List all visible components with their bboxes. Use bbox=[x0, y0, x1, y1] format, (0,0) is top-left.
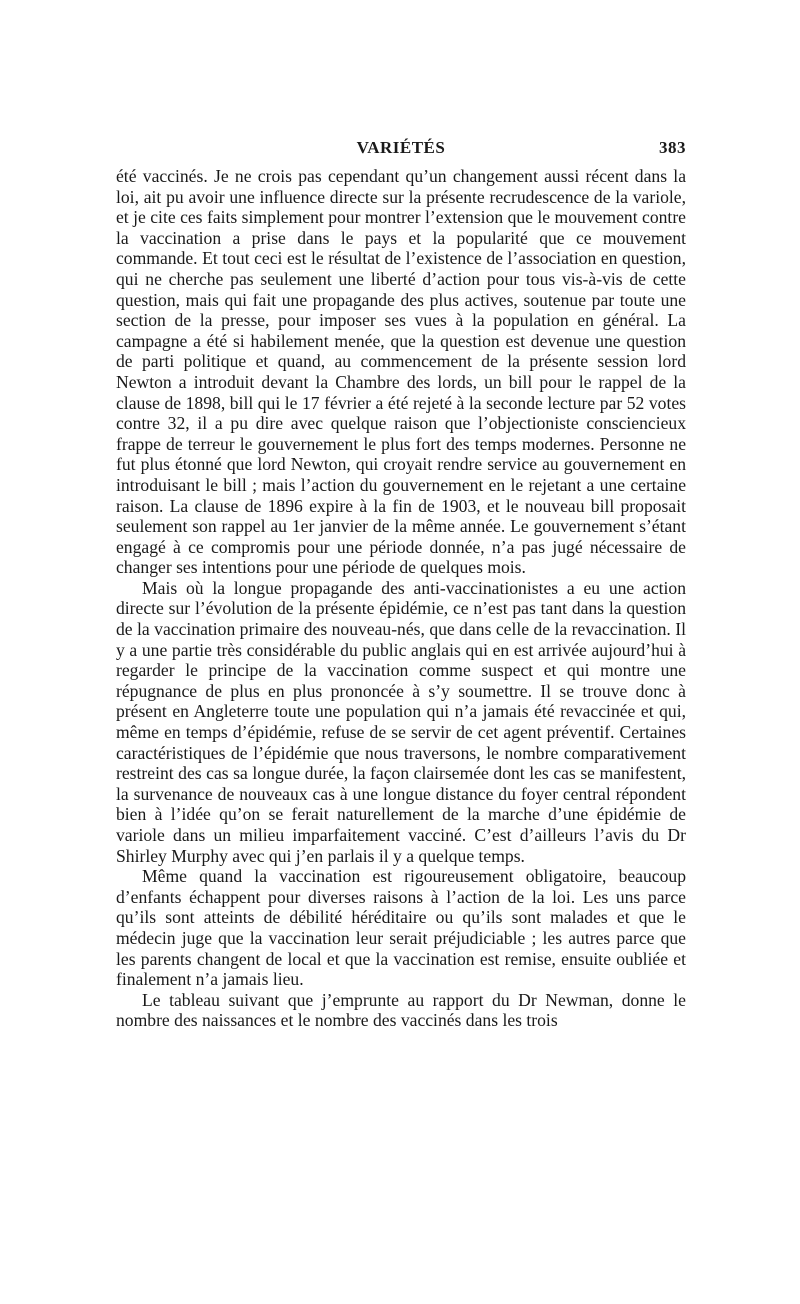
running-header bbox=[116, 138, 686, 166]
book-page bbox=[116, 138, 686, 1031]
page-number: 383 bbox=[659, 138, 686, 157]
paragraph: Le tableau suivant que j’emprunte au rapport du Dr Newman, donne le nombre des naissances et le nombre des vaccinés dans les trois bbox=[116, 989, 686, 1031]
paragraph: Mais où la longue propagande des anti-vaccinationistes a eu une action directe sur l’évolution de la présente épidémie, ce n’est pas tant dans la question de la vaccination primaire des nouveau-nés, que dans celle de la revaccination. Il y a une partie très considérable du public anglais qui en est arrivée aujourd’hui à regarder le principe de la vaccination comme suspect et qui montre une répugnance de plus en plus prononcée à s’y soumettre. Il se trouve donc à présent en Angleterre toute une population qui n’a jamais été revaccinée et qui, même en temps d’épidémie, refuse de se servir de cet agent préventif. Certaines caractéristiques de l’épidémie que nous traversons, le nombre comparativement restreint des cas sa longue durée, la façon clairsemée dont les cas se manifestent, la survenance de nouveaux cas à une longue distance du foyer central répondent bien à l’idée qu’on se ferait naturellement de la marche d’une épidémie de variole dans un milieu imparfaitement vacciné. C’est d’ailleurs l’avis du Dr Shirley Murphy avec qui j’en parlais il y a quelque temps. bbox=[116, 577, 686, 866]
running-title: VARIÉTÉS bbox=[356, 138, 446, 157]
paragraph: Même quand la vaccination est rigoureusement obligatoire, beaucoup d’enfants échappent pour diverses raisons à l’action de la loi. Les uns parce qu’ils sont atteints de débilité héréditaire ou qu’ils sont malades et que le médecin juge que la vaccination leur serait préjudiciable ; les autres parce que les parents changent de local et que la vaccination est remise, ensuite oubliée et finalement n’a jamais lieu. bbox=[116, 866, 686, 990]
body-text bbox=[116, 166, 686, 1031]
paragraph: été vaccinés. Je ne crois pas cependant qu’un changement aussi récent dans la loi, ait pu avoir une influence directe sur la présente recrudescence de la variole, et je cite ces faits simplement pour montrer l’extension que le mouvement contre la vaccination a prise dans le pays et la popularité que ce mouvement commande. Et tout ceci est le résultat de l’existence de l’association en question, qui ne cherche pas seulement une liberté d’action pour tous vis-à-vis de cette question, mais qui fait une propagande des plus actives, soutenue par toute une section de la presse, pour imposer ses vues à la population en général. La campagne a été si habilement menée, que la question est devenue une question de parti politique et quand, au commencement de la présente session lord Newton a introduit devant la Chambre des lords, un bill pour le rappel de la clause de 1898, bill qui le 17 février a été rejeté à la seconde lecture par 52 votes contre 32, il a pu dire avec quelque raison que l’objectioniste consciencieux frappe de terreur le gouvernement le plus fort des temps modernes. Personne ne fut plus étonné que lord Newton, qui croyait rendre service au gouvernement en introduisant le bill ; mais l’action du gouvernement en le rejetant a une certaine raison. La clause de 1896 expire à la fin de 1903, et le nouveau bill proposait seulement son rappel au 1er janvier de la même année. Le gouvernement s’étant engagé à ce compromis pour une période donnée, n’a pas jugé nécessaire de changer ses intentions pour une période de quelques mois. bbox=[116, 166, 686, 578]
